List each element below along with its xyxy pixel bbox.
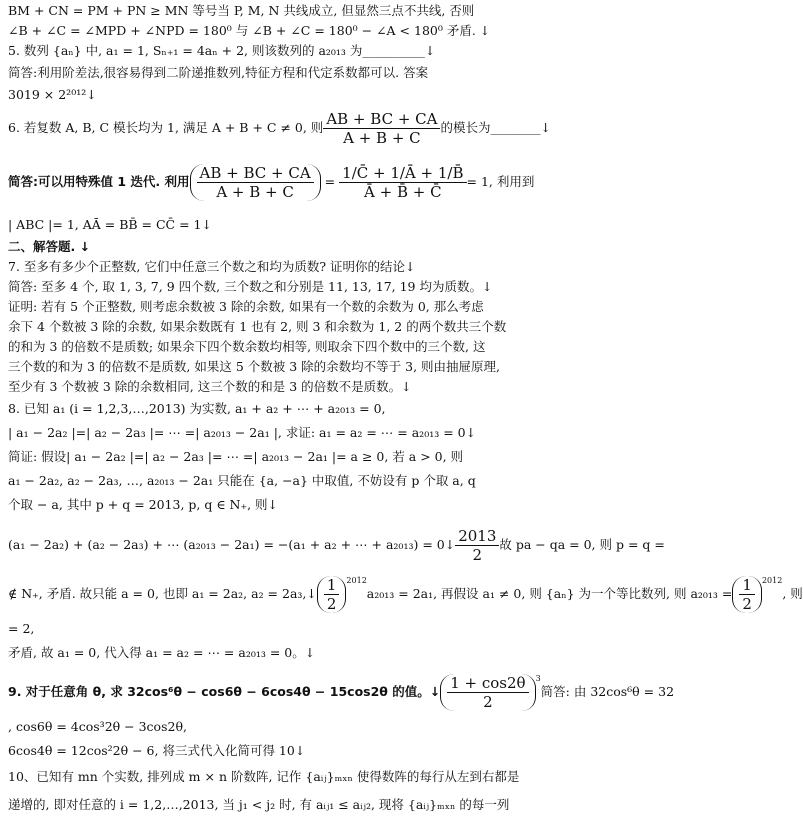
exponent: 3 [535,674,541,683]
text-line: 6cos4θ = 12cos²2θ − 6, 将三式代入化简可得 10↓ [8,743,306,758]
text-line: | ABC |= 1, AĀ = BB̄ = CC̄ = 1↓ [8,217,212,232]
fraction-q9 [447,674,528,711]
equation-line [8,670,675,714]
text-segment: ∉ N₊, 矛盾. 故只能 a = 0, 也即 a₁ = 2a₂, a₂ = 2a₃,↓ [8,586,317,601]
text-line: | a₁ − 2a₂ |=| a₂ − 2a₃ |= ⋯ =| a₂₀₁₃ − 2a₁ |, 求证: a₁ = a₂ = ⋯ = a₂₀₁₃ = 0↓ [8,425,477,440]
fraction-q8-pq [455,527,499,564]
text-line: 的和为 3 的倍数不是质数; 如果余下四个数余数均相等, 则取余下四个数中的三个数, 这 [8,339,486,354]
fraction-numerator: AB + BC + CA [323,110,440,129]
text-line: 三个数的和为 3 的倍数不是质数, 如果这 5 个数被 3 除的余数均不等于 3, 则由抽屉原理, [8,359,500,374]
text-line: = 2, [8,621,35,636]
text-line: 矛盾, 故 a₁ = 0, 代入得 a₁ = a₂ = ⋯ = a₂₀₁₃ = 0。↓ [8,645,316,660]
fraction-denominator: 2 [326,594,337,613]
parenthesis-group [190,164,321,201]
text-line: 递增的, 即对任意的 i = 1,2,…,2013, 当 j₁ < j₂ 时, 有 aᵢⱼ₁ ≤ aᵢⱼ₂, 现将 {aᵢⱼ}ₘₓₙ 的每一列 [8,797,510,812]
text-line: 7. 至多有多少个正整数, 它们中任意三个数之和均为质数? 证明你的结论↓ [8,259,416,274]
fraction-numerator: 1/C̄ + 1/Ā + 1/B̄ [339,164,466,183]
parenthesis-group [317,576,347,613]
text-line: 至少有 3 个数被 3 除的余数相同, 这三个数的和是 3 的倍数不是质数。↓ [8,379,412,394]
text-segment: 的模长为________↓ [440,120,551,135]
fraction-half [324,576,340,613]
answer-6: 简答:可以用特殊值 1 迭代. 利用 $\frac{AB + BC + CA}{A + B + C}$ = $\frac{1/C̄ + 1/Ā + 1/B̄}{Ā + B̄ + C̄}$ = 1, 利用到 [8,163,535,201]
fraction-numerator: 1 + cos2θ [447,674,528,693]
exponent: 2012 [761,576,783,585]
text-line: 简答:利用阶差法,很容易得到二阶递推数列,特征方程和代定系数都可以. 答案 [8,65,429,80]
text-segment: 简答:可以用特殊值 1 迭代. 利用 [8,174,190,189]
text-segment: = 1, 利用到 [466,174,535,189]
text-line: , cos6θ = 4cos³2θ − 3cos2θ, [8,719,187,734]
fraction-denominator: Ā + B̄ + C̄ [364,182,442,201]
fraction-denominator: 2 [742,594,752,613]
text-segment: a₂₀₁₃ = 2a₁, 再假设 a₁ ≠ 0, 则 {aₙ} 为一个等比数列, 则 a₂₀₁₃ = [366,586,733,601]
text-line: a₁ − 2a₂, a₂ − 2a₃, …, a₂₀₁₃ − 2a₁ 只能在 {a, −a} 中取值, 不妨设有 p 个取 a, q [8,473,476,488]
fraction-denominator: A + B + C [216,182,294,201]
text-segment: 6. 若复数 A, B, C 模长均为 1, 满足 A + B + C ≠ 0, 则 [8,120,324,135]
text-line: ∠B + ∠C = ∠MPD + ∠NPD = 180⁰ 与 ∠B + ∠C = 180⁰ − ∠A < 180⁰ 矛盾. ↓ [8,23,491,38]
exponent: 2012 [346,576,367,585]
text-line: 3019 × 2²⁰¹²↓ [8,87,97,102]
text-line: BM + CN = PM + PN ≥ MN 等号当 P, M, N 共线成立, 但显然三点不共线, 否则 [8,3,475,18]
text-line: 个取 − a, 其中 p + q = 2013, p, q ∈ N₊, 则↓ [8,497,279,512]
equation-line [8,572,803,616]
fraction-numerator: AB + BC + CA [197,164,314,183]
fraction-q7-left [197,164,314,201]
text-segment: , 则 [782,586,803,601]
text-segment: 9. 对于任意角 θ, 求 32cos⁶θ − cos6θ − 6cos4θ − 15cos2θ 的值。↓ [8,684,441,699]
fraction-denominator: 2 [483,692,493,711]
fraction-numerator: 2013 [455,527,499,546]
fraction-q6 [323,110,440,147]
text-line: 8. 已知 a₁ (i = 1,2,3,…,2013) 为实数, a₁ + a₂ + ⋯ + a₂₀₁₃ = 0, [8,401,386,416]
fraction-half [739,576,755,613]
parenthesis-group [732,576,762,613]
section-heading: 二、解答题. ↓ [8,239,91,254]
fraction-numerator: 1 [739,576,755,595]
fraction-q7-right [339,164,466,201]
text-segment: (a₁ − 2a₂) + (a₂ − 2a₃) + ⋯ (a₂₀₁₃ − 2a₁) = −(a₁ + a₂ + ⋯ + a₂₀₁₃) = 0↓ [8,537,456,552]
text-line: 简证: 假设| a₁ − 2a₂ |=| a₂ − 2a₃ |= ⋯ =| a₂₀₁₃ − 2a₁ |= a ≥ 0, 若 a > 0, 则 [8,449,464,464]
text-line: 简答: 至多 4 个, 取 1, 3, 7, 9 四个数, 三个数之和分别是 11, 13, 17, 19 均为质数。↓ [8,279,493,294]
fraction-denominator: 2 [472,545,483,564]
text-line: 余下 4 个数被 3 除的余数, 如果余数既有 1 也有 2, 则 3 和余数为 1, 2 的两个数共三个数 [8,319,507,334]
text-line: 5. 数列 {aₙ} 中, a₁ = 1, Sₙ₊₁ = 4aₙ + 2, 则该数列的 a₂₀₁₃ 为__________↓ [8,43,436,58]
fraction-denominator: A + B + C [343,128,421,147]
text-line: 证明: 若有 5 个正整数, 则考虑余数被 3 除的余数, 如果有一个数的余数为 0, 那么考虑 [8,299,484,314]
parenthesis-group [440,674,535,711]
text-line: 10、已知有 mn 个实数, 排列成 m × n 阶数阵, 记作 {aᵢⱼ}ₘₓₙ 使得数阵的每行从左到右都是 [8,769,520,784]
equation-line [8,526,665,564]
text-segment: 故 pa − qa = 0, 则 p = q = [499,537,665,552]
question-6 [8,108,560,148]
fraction-numerator: 1 [324,576,340,595]
text-segment: 简答: 由 32cos⁶θ = 32 [540,684,675,699]
